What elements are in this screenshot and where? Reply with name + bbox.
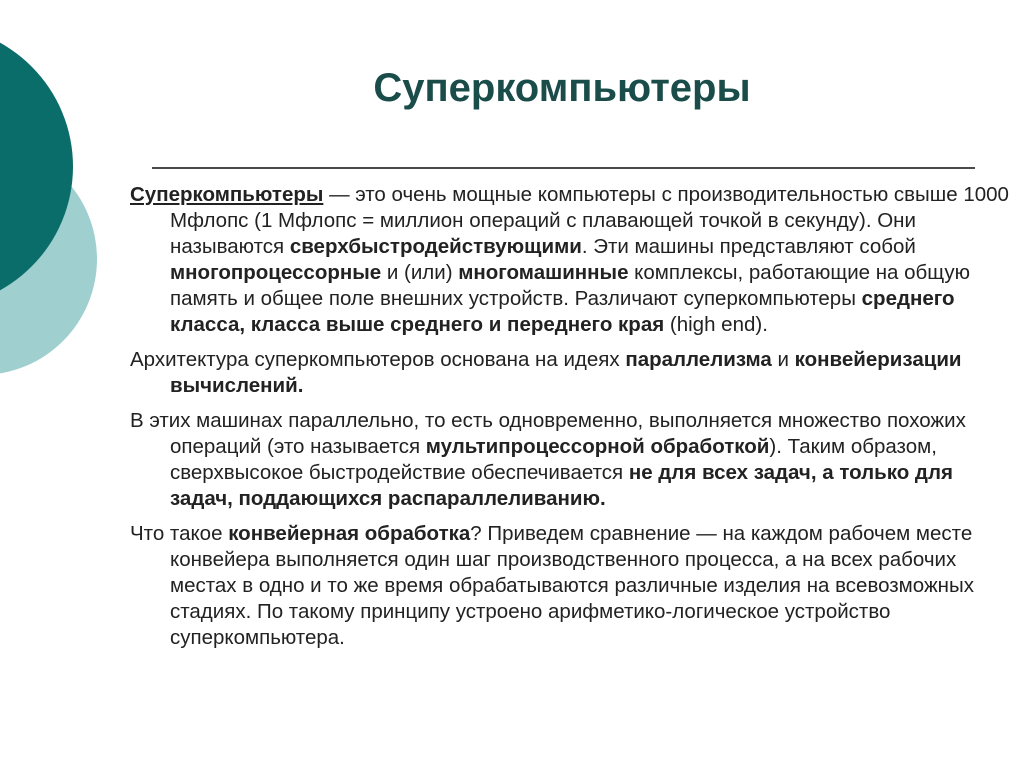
text-segment: . Эти машины представляют собой <box>581 235 916 258</box>
bold-term: конвейеризации вычислений. <box>170 348 962 397</box>
slide-title: Суперкомпьютеры <box>373 66 751 110</box>
paragraph-pipelining <box>130 521 1020 651</box>
text-segment: и (или) <box>381 261 459 284</box>
paragraph-architecture <box>130 347 1020 399</box>
bold-term: многомашинные <box>458 261 629 284</box>
bold-term: среднего класса, класса выше среднего и переднего края <box>170 287 955 336</box>
paragraph-definition <box>130 182 1020 338</box>
term-supercomputers: Суперкомпьютеры <box>130 183 324 206</box>
text-segment: (high end). <box>664 313 768 336</box>
text-segment: комплексы, работающие на общую память и общее поле внешних устройств. Различают суперкомпьютеры <box>170 261 971 310</box>
bold-term: сверхбыстродействующими <box>289 235 582 258</box>
text-segment: ). Таким образом, сверхвысокое быстродействие обеспечивается <box>170 435 937 484</box>
paragraph-parallelism <box>130 408 1020 512</box>
text-segment: и <box>771 348 795 371</box>
text-segment: Архитектура суперкомпьютеров основана на идеях <box>130 348 626 371</box>
bold-term: не для всех задач, а только для задач, поддающихся распараллеливанию. <box>170 461 953 510</box>
bold-term: конвейерная обработка <box>228 522 471 545</box>
text-segment: ? Приведем сравнение — на каждом рабочем месте конвейера выполняется один шаг производственного процесса, а на всех рабочих местах в одно и то же время обрабатываются различные изделия на всевозможных стадиях. По такому принципу устроено арифметико-логическое устройство суперкомпьютера. <box>170 522 974 649</box>
slide-body <box>130 182 1020 660</box>
bold-term: параллелизма <box>625 348 772 371</box>
bold-term: мультипроцессорной обработкой <box>425 435 770 458</box>
text-segment: — это очень мощные компьютеры с производительностью свыше 1000 Мфлопс (1 Мфлопс = миллион операций с плавающей точкой в секунду). Они называются <box>170 183 1009 258</box>
title-divider <box>152 167 975 169</box>
text-segment: В этих машинах параллельно, то есть одновременно, выполняется множество похожих операций (это называется <box>130 409 966 458</box>
text-segment: Что такое <box>130 522 229 545</box>
bold-term: многопроцессорные <box>170 261 382 284</box>
